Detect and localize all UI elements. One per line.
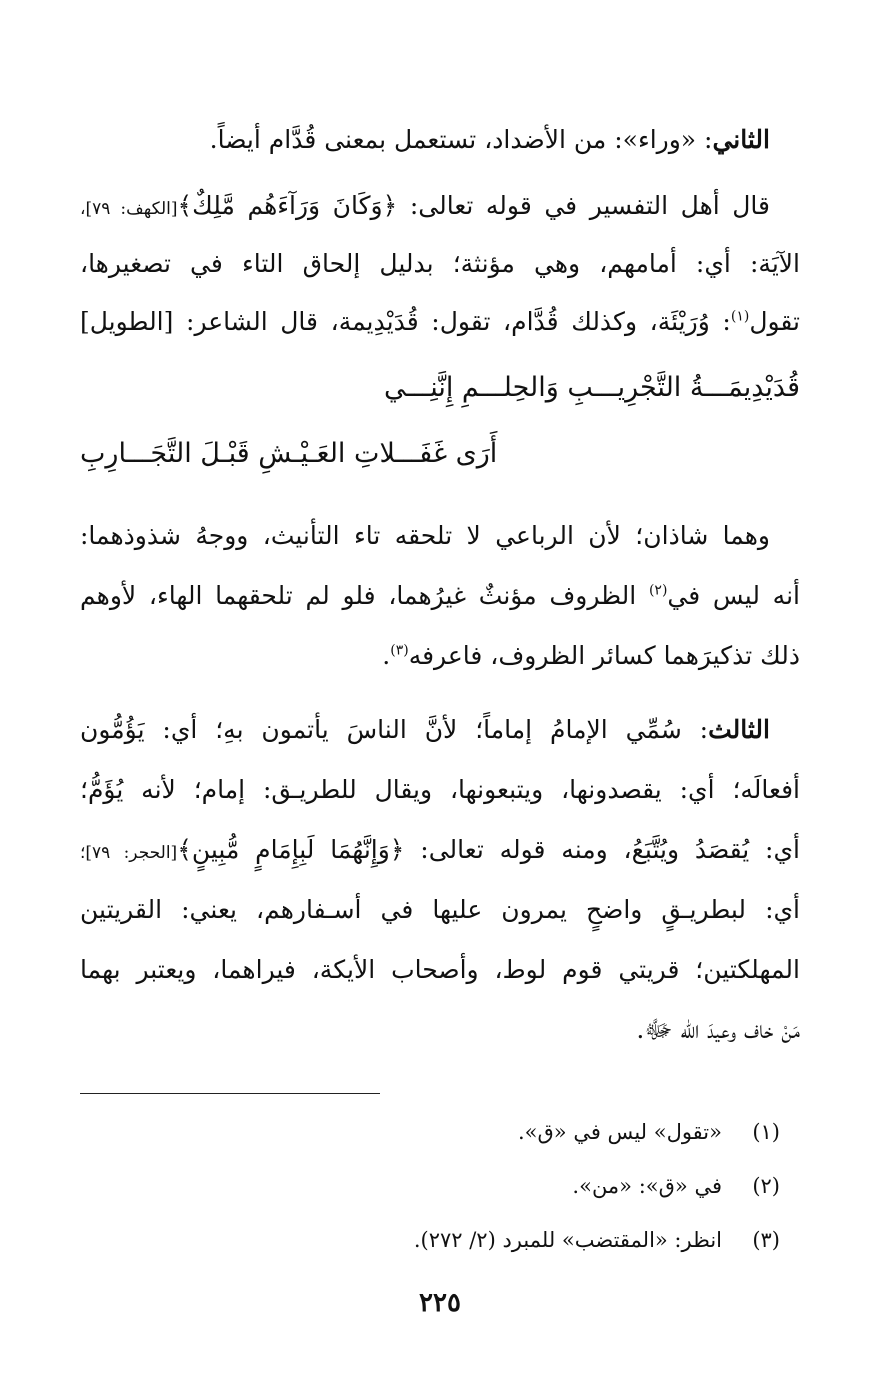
paragraph-text: أي: يُقصَدُ ويُتَّبَعُ، ومنه قوله تعالى: ﴿وَإِنَّهُمَا لَبِإِمَامٍ مُّبِينٍ﴾	[177, 835, 800, 864]
paragraph-text: تقول	[749, 307, 800, 336]
paragraph-text: .	[382, 641, 391, 670]
book-page	[80, 100, 800, 1370]
paragraph-second-line-1	[80, 120, 770, 160]
paragraph-third-line-4: أي: لبطريـقٍ واضحٍ يمرون عليها في أسـفارهم، يعني: القريتين	[80, 895, 800, 924]
footnote-text: «تقول» ليس في «ق».	[517, 1120, 722, 1144]
paragraph-shadh-line-1: وهما شاذان؛ لأن الرباعي لا تلحقه تاء التأنيث، ووجهُ شذوذهما:	[80, 521, 770, 550]
paragraph-third-line-3	[80, 830, 800, 873]
footnote-marker: (٢)	[648, 582, 668, 599]
section-label-third: الثالث	[708, 715, 770, 744]
paragraph-shadh-line-3	[80, 636, 800, 676]
paragraph-third-line-6: مَنْ خاف وعيدَ الله ﷻ.	[636, 1015, 800, 1044]
paragraph-text: : وُرَيْئَة، وكذلك قُدَّام، تقول: قُدَيْدِيمة، قال الشاعر: [الطويل]	[80, 307, 731, 336]
footnote-number: (١)	[752, 1120, 780, 1144]
footnote-2	[572, 1170, 780, 1202]
footnote-text: في «ق»: «من».	[572, 1174, 722, 1198]
paragraph-text: : «وراء»: من الأضداد، تستعمل بمعنى قُدَّام أيضاً.	[209, 125, 713, 154]
footnote-1	[518, 1116, 780, 1148]
paragraph-text: : سُمِّي الإمامُ إماماً؛ لأنَّ الناسَ يأتمون بهِ؛ أي: يَؤُمُّون	[80, 715, 709, 744]
paragraph-shadh-line-2	[80, 576, 800, 616]
quran-reference: [الحجر: ٧٩]؛	[80, 843, 178, 863]
paragraph-tafsir-line-1	[80, 186, 770, 229]
section-label-second: الثاني	[712, 125, 770, 154]
paragraph-text: أنه ليس في	[667, 581, 800, 610]
paragraph-tafsir-line-3	[80, 302, 800, 342]
paragraph-tafsir-line-2: الآيَة: أي: أمامهم، وهي مؤنثة؛ بدليل إلحاق التاء في تصغيرها،	[80, 249, 800, 278]
footnote-text: انظر: «المقتضب» للمبرد (٢/ ٢٧٢).	[413, 1228, 722, 1252]
poetry-hemistich-1: قُدَيْدِيمَـــةُ التَّجْرِيـــبِ وَالحِلـــمِ إِنَّنِـــي	[383, 372, 800, 403]
footnote-3	[414, 1224, 780, 1256]
paragraph-third-line-2: أفعالَه؛ أي: يقصدونها، ويتبعونها، ويقال للطريـق: إمام؛ لأنه يُؤَمُّ؛	[80, 775, 800, 804]
quran-reference: [الكهف: ٧٩]،	[80, 199, 178, 219]
paragraph-third-line-1	[80, 710, 770, 750]
footnote-separator	[80, 1093, 380, 1094]
footnote-marker: (٣)	[390, 642, 409, 659]
footnote-number: (٣)	[752, 1228, 780, 1252]
footnote-number: (٢)	[752, 1174, 780, 1198]
paragraph-third-line-5: المهلكتين؛ قريتي قوم لوط، وأصحاب الأيكة، فيراهما، ويعتبر بهما	[80, 955, 800, 984]
page-number: ٢٢٥	[419, 1288, 461, 1318]
paragraph-text: قال أهل التفسير في قوله تعالى: ﴿وَكَانَ وَرَآءَهُم مَّلِكٌ﴾	[177, 191, 770, 220]
footnote-marker: (١)	[730, 308, 750, 325]
poetry-hemistich-2: أَرَى غَفَـــلاتِ العَـيْـشِ قَبْـلَ التَّجَـــارِبِ	[80, 438, 498, 469]
paragraph-text: الظروف مؤنثٌ غيرُهما، فلو لم تلحقهما الهاء، لأوهم	[80, 581, 649, 610]
paragraph-text: ذلك تذكيرَهما كسائر الظروف، فاعرفه	[408, 641, 800, 670]
